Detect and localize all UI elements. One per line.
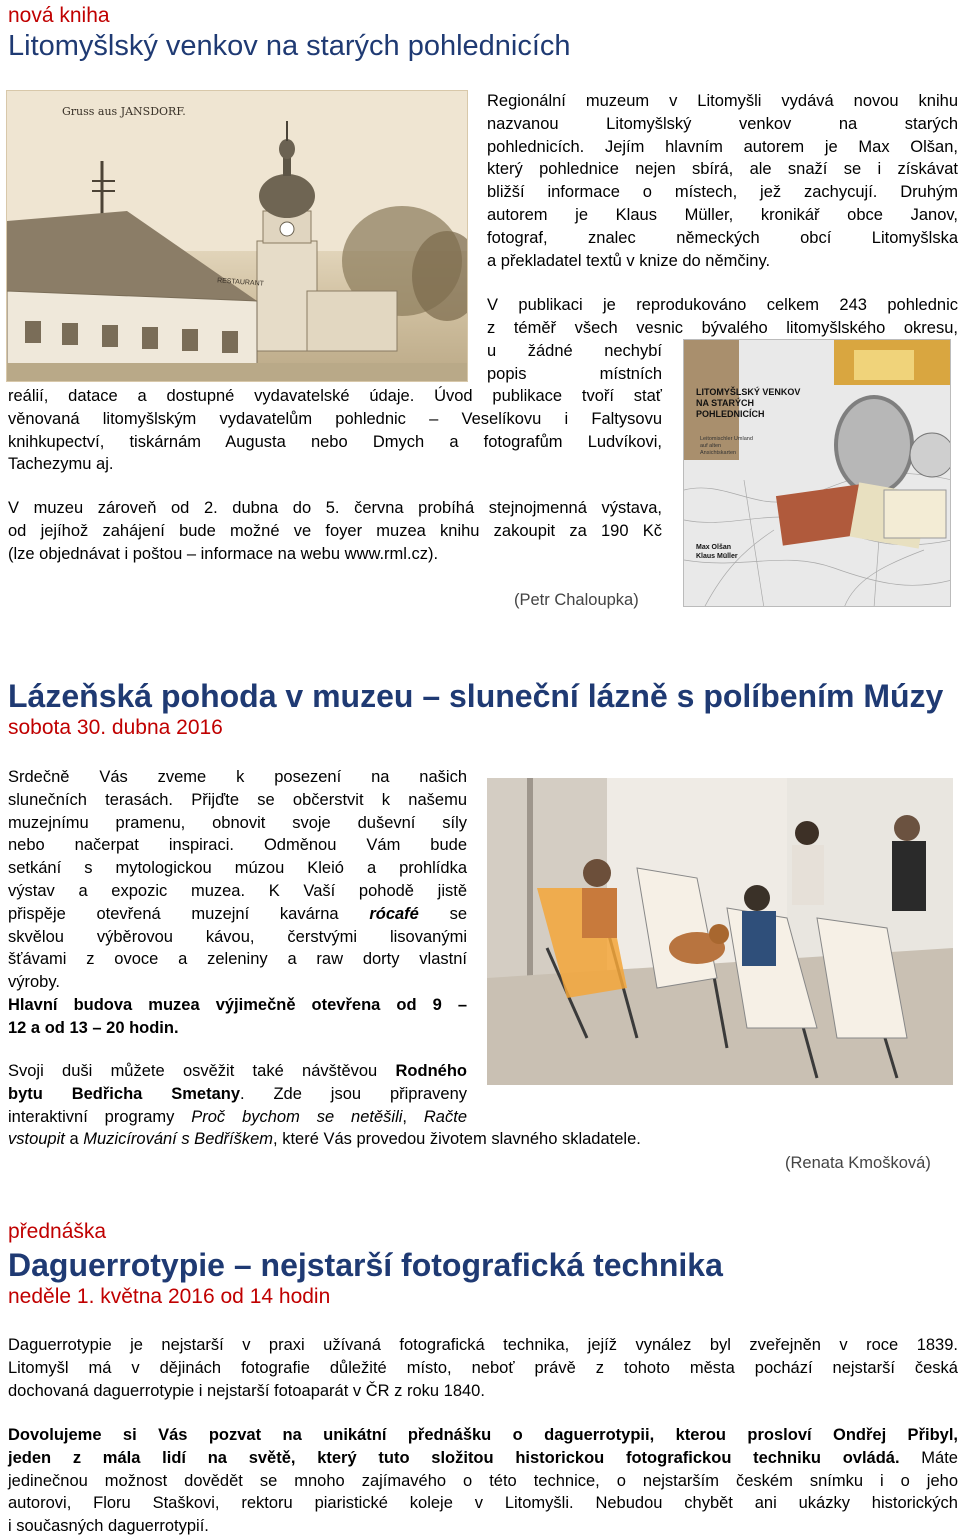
text-line: a překladatel textů v knize do němčiny. [487,251,771,270]
article2-paragraph2 [8,1060,467,1128]
text-line: Daguerrotypie je nejstarší v praxi užívaná fotografická technika, jejíž vynález byl zveřejněn v roce 1839. [8,1336,958,1354]
article3-paragraph2 [8,1424,958,1536]
text-line: z téměř všech vesnic bývalého litomyšlského okresu, [487,318,958,337]
text-line: jedinečnou možnost dovědět se mnoho zajímavého o této technice, o nejstarším českém snímku i o jeho [8,1471,958,1490]
text-line: popis místních [487,364,662,383]
terrace-photo [487,778,953,1085]
text-run: . Zde jsou připraveny [240,1084,467,1103]
text-line: V muzeu zároveň od 2. dubna do 5. června probíhá stejnojmenná výstava, [8,499,662,517]
text-line [8,1083,467,1106]
text-line: knihkupectví, tiskárnám Augusta nebo Dmych a fotografům Ludvíkovi, [8,432,662,451]
cover-author: Max Olšan [696,544,732,551]
text-run: Máte [899,1448,958,1467]
text-line: u žádné nechybí [487,342,662,360]
article1-paragraph1 [487,90,958,272]
article1-paragraph2-top [487,294,958,340]
cover-title-line: LITOMYŠLSKÝ VENKOV [696,387,801,397]
text-run: Svoji duši můžete osvěžit také návštěvou [8,1062,396,1080]
text-line: (lze objednávat i poštou – informace na webu www.rml.cz). [8,544,439,563]
text-line: muzejnímu pramenu, obnovit svoje duševní síly [8,813,467,832]
text-line: šťávami z ovoce a zeleniny a raw dorty vlastní [8,950,467,969]
article2-date: sobota 30. dubna 2016 [8,716,223,739]
text-run: a [64,1130,84,1148]
article2-title: Lázeňská pohoda v muzeu – sluneční lázně s políbením Múzy [8,678,944,714]
article1-paragraph2-narrow [487,340,662,386]
text-line: 12 a od 13 – 20 hodin. [8,1018,179,1037]
article1-paragraph3 [8,497,662,565]
text-line: Dovolujeme si Vás pozvat na unikátní přednášku o daguerrotypii, kterou prosloví Ondřej Přibyl, [8,1426,958,1444]
text-line: od jejíhož zahájení bude možné ve foyer muzea knihu zakoupit za 190 Kč [8,521,662,540]
program-name: Muzicírování s Bedříškem [83,1130,274,1148]
text-line [8,1447,958,1470]
postcard-sign: RESTAURANT [216,277,265,288]
text-line: nazvanou Litomyšlský venkov na starých [487,114,958,133]
cafe-name: rócafé [369,904,419,923]
text-line: věnovaná litomyšlským vydavatelům pohlednic – Veselíkovu i Faltysovu [8,409,662,428]
text-line: který pohlednice nejen sbírá, ale snaží se i získávat [487,160,958,179]
text-line: bližší informace o místech, jež zachycují. Druhým [487,183,958,202]
text-line [8,1106,467,1129]
article3-title: Daguerrotypie – nejstarší fotografická technika [8,1247,723,1283]
text-line: výroby. [8,973,60,992]
article1-paragraph2-bottom [8,385,662,476]
text-line: Tachezymu aj. [8,455,114,474]
text-line: nebo načerpat inspiraci. Odměnou Vám bude [8,836,467,855]
book-cover-subtitle [700,436,753,457]
book-cover-authors [696,543,738,561]
article2-paragraph2-last [8,1128,808,1151]
cover-author: Klaus Müller [696,553,738,560]
text-run: se [418,904,467,923]
text-line: autorovi, Floru Staškovi, rektoru piaristické koleje v Litomyšli. Nebudou chybět ani ukázky historických [8,1494,958,1513]
text-line: V publikaci je reprodukováno celkem 243 pohlednic [487,296,958,314]
article3-date: neděle 1. května 2016 od 14 hodin [8,1285,331,1308]
text-line: reálií, datace a dostupné vydavatelské údaje. Úvod publikace tvoří stať [8,387,662,405]
text-line: slunečních terasách. Přijďte se občerstvit k našemu [8,790,467,809]
article3-kicker: přednáška [8,1220,107,1243]
article1-kicker: nová kniha [8,4,110,27]
text-line [8,903,467,926]
text-line: pohlednicích. Jejím hlavním autorem je Max Olšan, [487,137,958,156]
article1-title: Litomyšlský venkov na starých pohlednicích [8,30,571,62]
cover-title-line: POHLEDNICÍCH [696,409,765,419]
terrace-photo-illustration [487,778,953,1085]
cover-subtitle-line: Leitomischler Umland [700,436,753,442]
text-line: autorem je Klaus Müller, kronikář obce Janov, [487,205,958,224]
text-run: , které Vás provedou životem slavného skladatele. [273,1130,641,1148]
postcard-caption: Gruss aus JANSDORF. [62,105,186,118]
article2-paragraph1 [8,766,467,1040]
program-name: Račte [423,1107,467,1126]
book-cover-image [683,339,951,607]
text-line: dochovaná daguerrotypie i nejstarší fotoaparát v ČR z roku 1840. [8,1381,485,1400]
text-run: , [402,1107,424,1126]
text-run: přispěje otevřená muzejní kavárna [8,904,370,923]
text-run-bold: Rodného [395,1062,467,1080]
text-run: interaktivní programy [8,1107,192,1126]
text-line: výstav a expozic muzea. K Vaší pohodě jistě [8,881,467,900]
text-line [8,1060,467,1083]
text-line: Regionální muzeum v Litomyšli vydává novou knihu [487,92,958,110]
article1-author: (Petr Chaloupka) [514,591,639,609]
text-line: Hlavní budova muzea výjimečně otevřena od 9 – [8,995,467,1014]
cover-subtitle-line: auf alten [700,443,722,449]
book-cover-title [696,387,800,420]
postcard-illustration [7,91,468,382]
text-line: setkání s mytologickou múzou Kleió a prohlídka [8,859,467,878]
text-run-bold: jeden z mála lidí na světě, který tuto složitou historickou fotografickou techniku ovládá. [8,1448,900,1467]
program-name: Proč bychom se netěšili [191,1107,403,1126]
text-run-bold: bytu Bedřicha Smetany [8,1084,240,1103]
cover-title-line: NA STARÝCH [696,398,754,408]
text-line: fotograf, znalec německých obcí Litomyšlska [487,228,958,247]
program-name: vstoupit [8,1130,65,1148]
text-line: i současných daguerrotypií. [8,1517,209,1536]
text-line: skvělou výběrovou kávou, čerstvými lisovanými [8,927,467,946]
article2-author: (Renata Kmošková) [785,1154,931,1172]
postcard-image [6,90,468,382]
text-line: Litomyšl má v dějinách fotografie důležité místo, neboť právě z tohoto města pochází nejstarší česká [8,1358,958,1377]
cover-subtitle-line: Ansichtskarten [700,450,737,456]
book-cover-illustration [684,340,951,607]
article3-paragraph1 [8,1334,958,1402]
text-line: Srdečně Vás zveme k posezení na našich [8,768,467,786]
